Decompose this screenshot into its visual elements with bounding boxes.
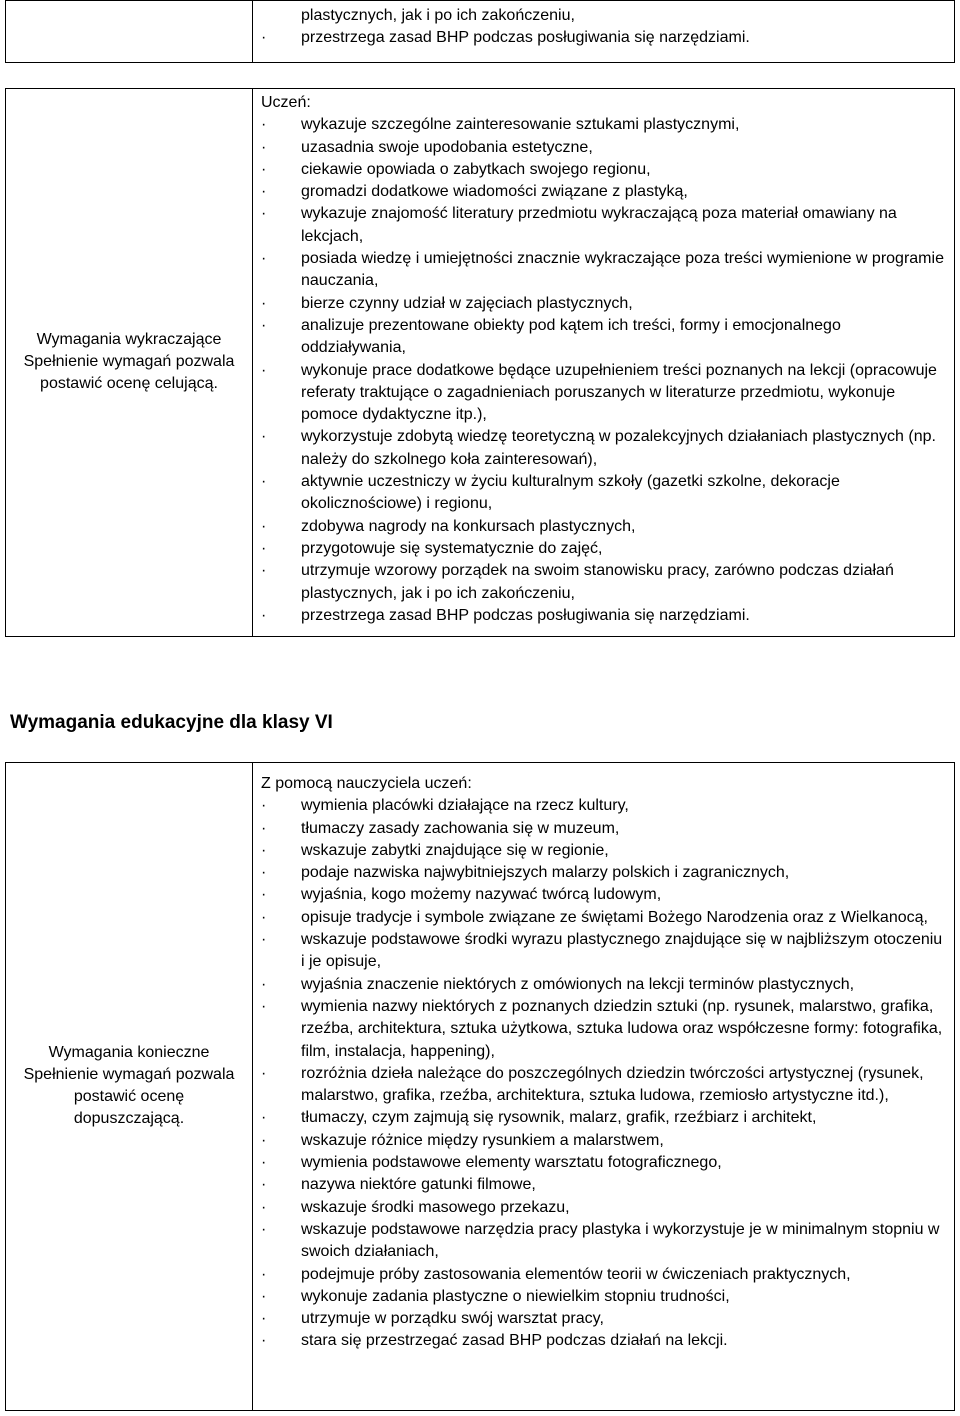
- requirements-table-celujaca: [5, 88, 955, 637]
- requirements-table-continued: [5, 0, 955, 63]
- section-heading: Wymagania edukacyjne dla klasy VI: [10, 712, 333, 733]
- list-item: · stara się przestrzegać zasad BHP podczas działań na lekcji.: [261, 1330, 946, 1352]
- list-item: · wskazuje różnice między rysunkiem a malarstwem,: [261, 1130, 946, 1152]
- list-item: · wykonuje prace dodatkowe będące uzupełnieniem treści poznanych na lekcji (opracowuje referaty traktujące o zagadnieniach poruszanych w literaturze przedmiotu, wykonuje pomoce dydaktyczne itp.),: [261, 360, 946, 427]
- left-cell: [6, 89, 253, 637]
- list-item: · aktywnie uczestniczy w życiu kulturalnym szkoły (gazetki szkolne, dekoracje okolicznościowe) i regionu,: [261, 471, 946, 516]
- grade-description: Spełnienie wymagań pozwala postawić ocenę celującą.: [23, 352, 235, 392]
- requirements-list: [261, 795, 946, 1352]
- requirements-table-dopuszczajaca: [5, 762, 955, 1411]
- left-cell-empty: [6, 1, 253, 63]
- list-item: · utrzymuje w porządku swój warsztat pracy,: [261, 1308, 946, 1330]
- list-intro: Uczeń:: [261, 94, 311, 111]
- requirements-list: [261, 5, 946, 50]
- list-item: plastycznych, jak i po ich zakończeniu,: [301, 7, 575, 24]
- requirement-level-title: Wymagania konieczne: [48, 1043, 210, 1061]
- right-cell: [253, 763, 955, 1411]
- list-item: · bierze czynny udział w zajęciach plastycznych,: [261, 293, 946, 315]
- list-item: · podejmuje próby zastosowania elementów teorii w ćwiczeniach praktycznych,: [261, 1264, 946, 1286]
- list-item: · analizuje prezentowane obiekty pod kątem ich treści, formy i emocjonalnego oddziaływania,: [261, 315, 946, 360]
- list-item: · ciekawie opowiada o zabytkach swojego regionu,: [261, 159, 946, 181]
- list-item: · tłumaczy zasady zachowania się w muzeum,: [261, 818, 946, 840]
- list-intro: Z pomocą nauczyciela uczeń:: [261, 775, 472, 792]
- list-item: · wymienia placówki działające na rzecz kultury,: [261, 795, 946, 817]
- list-item: · podaje nazwiska najwybitniejszych malarzy polskich i zagranicznych,: [261, 862, 946, 884]
- list-item: · przestrzega zasad BHP podczas posługiwania się narzędziami.: [261, 27, 946, 49]
- list-item: · wyjaśnia, kogo możemy nazywać twórcą ludowym,: [261, 884, 946, 906]
- list-item: · posiada wiedzę i umiejętności znacznie wykraczające poza treści wymienione w programie nauczania,: [261, 248, 946, 293]
- list-item: · wyjaśnia znaczenie niektórych z omówionych na lekcji terminów plastycznych,: [261, 974, 946, 996]
- list-item: · uzasadnia swoje upodobania estetyczne,: [261, 137, 946, 159]
- list-item: · wymienia nazwy niektórych z poznanych dziedzin sztuki (np. rysunek, malarstwo, grafika, rzeźba, architektura, sztuka użytkowa, sztuka ludowa oraz współczesne formy: fotografika, film, instalacja, happening),: [261, 996, 946, 1063]
- requirements-list: [261, 114, 946, 627]
- list-item: · wykazuje szczególne zainteresowanie sztukami plastycznymi,: [261, 114, 946, 136]
- list-item: · wykonuje zadania plastyczne o niewielkim stopniu trudności,: [261, 1286, 946, 1308]
- right-cell: [253, 89, 955, 637]
- list-item: · przygotowuje się systematycznie do zajęć,: [261, 538, 946, 560]
- list-item: · opisuje tradycje i symbole związane ze świętami Bożego Narodzenia oraz z Wielkanocą,: [261, 907, 946, 929]
- right-cell: [253, 1, 955, 63]
- list-item: · tłumaczy, czym zajmują się rysownik, malarz, grafik, rzeźbiarz i architekt,: [261, 1107, 946, 1129]
- list-item: · utrzymuje wzorowy porządek na swoim stanowisku pracy, zarówno podczas działań plastycznych, jak i po ich zakończeniu,: [261, 560, 946, 605]
- list-item: · wymienia podstawowe elementy warsztatu fotograficznego,: [261, 1152, 946, 1174]
- list-item: · wskazuje podstawowe narzędzia pracy plastyka i wykorzystuje je w minimalnym stopniu w swoich działaniach,: [261, 1219, 946, 1264]
- list-item: · nazywa niektóre gatunki filmowe,: [261, 1174, 946, 1196]
- list-item: · wskazuje środki masowego przekazu,: [261, 1197, 946, 1219]
- list-item: · gromadzi dodatkowe wiadomości związane z plastyką,: [261, 181, 946, 203]
- list-item: · wskazuje zabytki znajdujące się w regionie,: [261, 840, 946, 862]
- requirement-level-title: Wymagania wykraczające: [36, 330, 222, 348]
- list-item: · wykorzystuje zdobytą wiedzę teoretyczną w pozalekcyjnych działaniach plastycznych (np. należy do szkolnego koła zainteresowań),: [261, 426, 946, 471]
- list-item: · rozróżnia dzieła należące do poszczególnych dziedzin twórczości artystycznej (rysunek, malarstwo, grafika, rzeźba, architektura, sztuka ludowa, rzemiosło artystyczne itd.),: [261, 1063, 946, 1108]
- list-item: · wskazuje podstawowe środki wyrazu plastycznego znajdujące się w najbliższym otoczeniu i je opisuje,: [261, 929, 946, 974]
- grade-description: Spełnienie wymagań pozwala postawić ocenę dopuszczającą.: [23, 1065, 235, 1127]
- list-item: · zdobywa nagrody na konkursach plastycznych,: [261, 516, 946, 538]
- list-item: · przestrzega zasad BHP podczas posługiwania się narzędziami.: [261, 605, 946, 627]
- left-cell: [6, 763, 253, 1411]
- list-item: · wykazuje znajomość literatury przedmiotu wykraczającą poza materiał omawiany na lekcjach,: [261, 203, 946, 248]
